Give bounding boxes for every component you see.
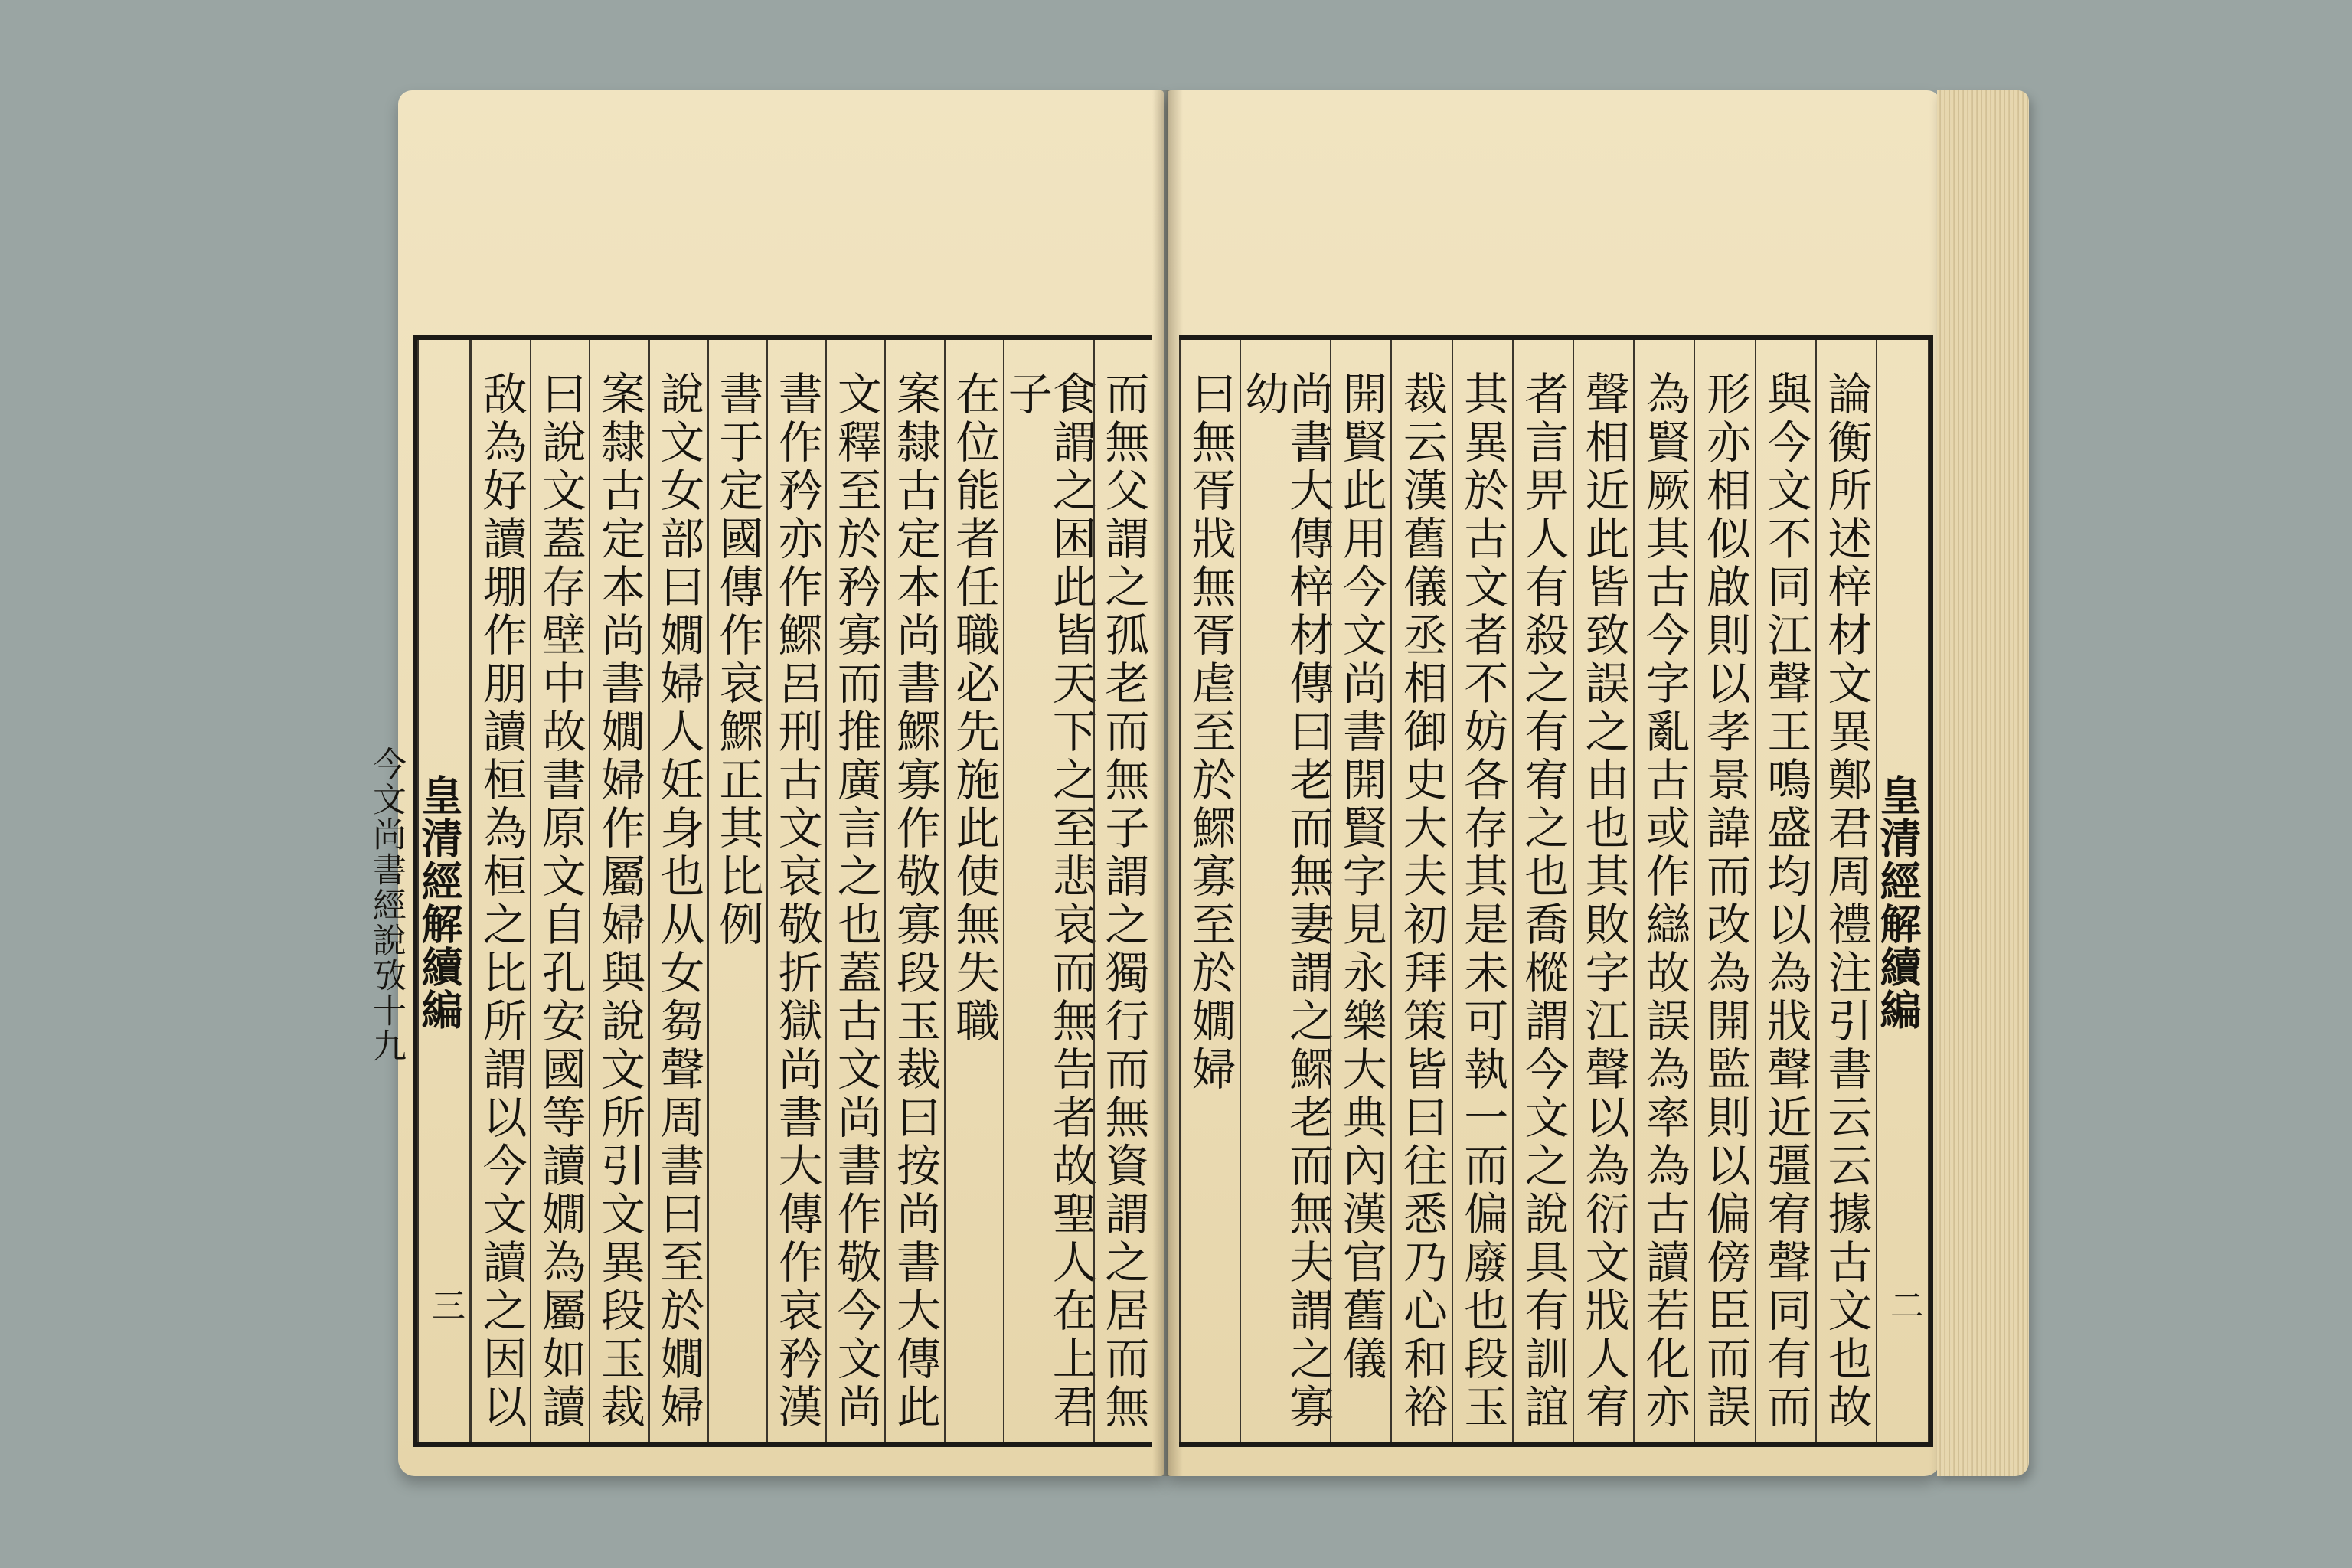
left-page-heart: [366, 340, 471, 1442]
text-column: 裁云漢舊儀丞相御史大夫初拜策皆曰往悉乃心和裕: [1390, 340, 1451, 1442]
text-column: 書作矜亦作鰥呂刑古文哀敬折獄尚書大傳作哀矜漢: [766, 340, 825, 1442]
text-column: 其異於古文者不妨各存其是未可執一而偏廢也段玉: [1452, 340, 1512, 1442]
page-stack-edge: [1937, 90, 2029, 1476]
text-column: 食謂之困此皆天下之至悲哀而無告者故聖人在上君子: [1003, 340, 1093, 1442]
text-column: 書于定國傳作哀鰥正其比例: [707, 340, 766, 1442]
text-column: 論衡所述梓材文異鄭君周禮注引書云云據古文也故: [1815, 340, 1876, 1442]
text-column: 聲相近此皆致誤之由也其敗字江聲以為衍文戕人宥: [1573, 340, 1633, 1442]
text-column: 為賢厥其古今字亂古或作䜌故誤為率為古讀若化亦: [1633, 340, 1694, 1442]
text-column: 案隸古定本尚書鰥寡作敬寡段玉裁曰按尚書大傳此: [884, 340, 943, 1442]
page-number: 二: [1884, 1288, 1923, 1328]
collection-title: 皇清經解續編: [414, 774, 464, 1031]
text-column: 文釋至於矜寡而推廣言之也蓋古文尚書作敬今文尚: [825, 340, 884, 1442]
text-column: 曰說文蓋存壁中故書原文自孔安國等讀嫺為屬如讀: [530, 340, 589, 1442]
page-number: 三: [425, 1288, 465, 1328]
right-page-frame: [1179, 335, 1933, 1447]
text-column: 而無父謂之孤老而無子謂之獨行而無資謂之居而無: [1093, 340, 1152, 1442]
left-page-frame: [366, 335, 1152, 1447]
right-page-heart: [1873, 340, 1929, 1442]
text-column: 在位能者任職必先施此使無失職: [944, 340, 1003, 1442]
collection-title: 皇清經解續編: [1873, 774, 1922, 1031]
text-column: 敌為好讀堋作朋讀桓為桓之比所謂以今文讀之因以: [471, 340, 530, 1442]
chapter-title: 今文尚書經說攷十九: [366, 746, 406, 1063]
text-column: 形亦相似啟則以孝景諱而改為開監則以偏傍臣而誤: [1694, 340, 1754, 1442]
right-text-columns: [1179, 340, 1929, 1442]
text-column: 案隸古定本尚書嫺婦作屬婦與說文所引文異段玉裁: [589, 340, 648, 1442]
text-column: 說文女部曰嫺婦人妊身也从女芻聲周書曰至於嫺婦: [648, 340, 707, 1442]
text-column: 尚書大傳梓材傳曰老而無妻謂之鰥老而無夫謂之寡幼: [1240, 340, 1330, 1442]
text-column: 開賢此用今文尚書開賢字見永樂大典內漢官舊儀: [1330, 340, 1390, 1442]
open-book: [366, 90, 2014, 1476]
text-column: 與今文不同江聲王鳴盛均以為戕聲近彊宥聲同有而: [1755, 340, 1815, 1442]
text-column: 者言畀人有殺之有宥之也喬樅謂今文之說具有訓誼: [1512, 340, 1573, 1442]
left-text-columns: [366, 340, 1152, 1442]
text-column: 曰無胥戕無胥虐至於鰥寡至於嫺婦: [1179, 340, 1240, 1442]
